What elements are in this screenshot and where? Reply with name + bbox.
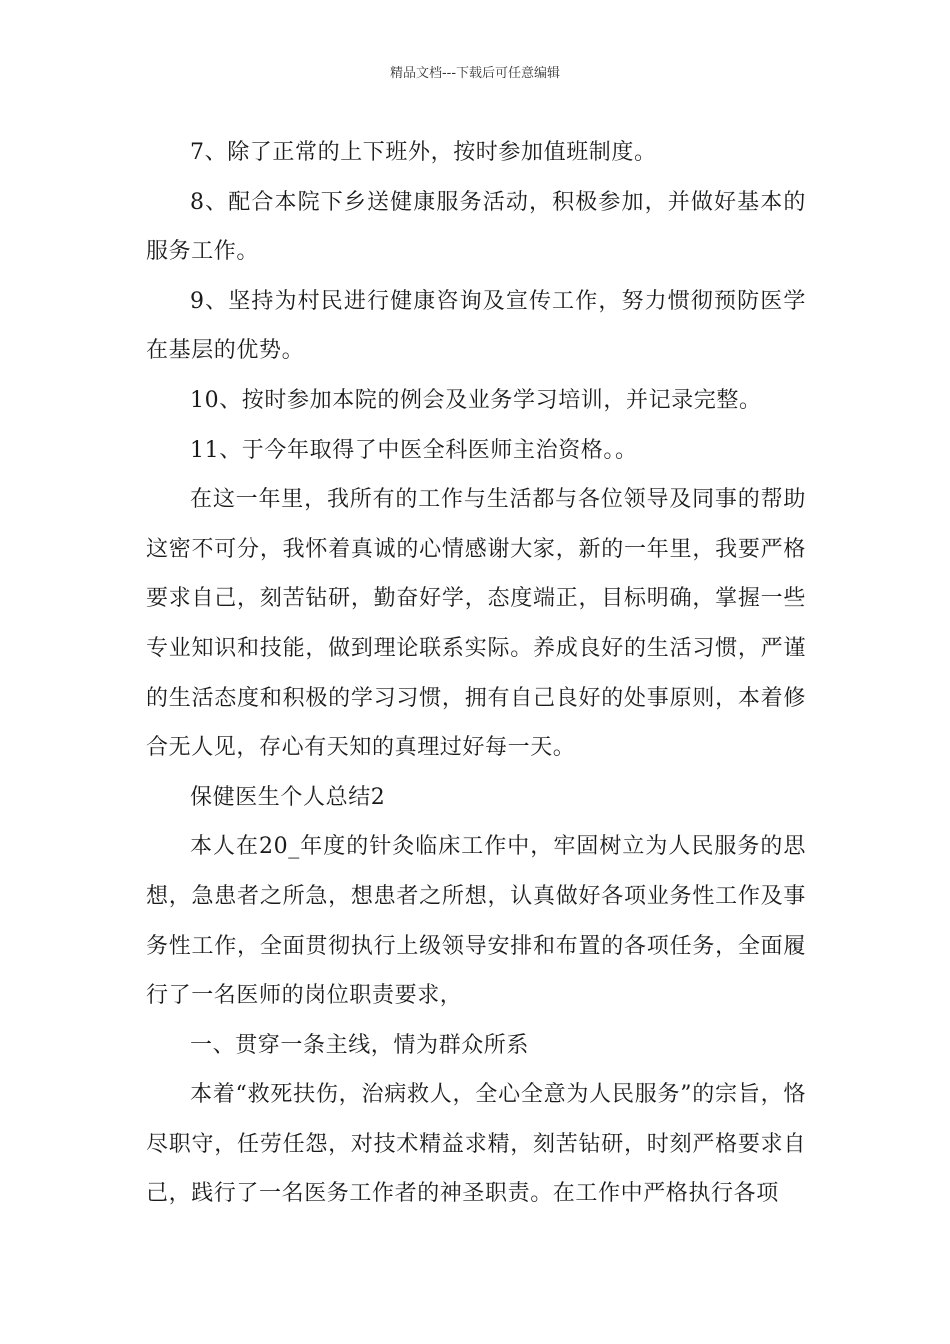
paragraph-intro: 本人在20_年度的针灸临床工作中，牢固树立为人民服务的思想，急患者之所急，想患者之所想，认真做好各项业务性工作及事务性工作，全面贯彻执行上级领导安排和布置的各项任务，全面履行了一名医师的岗位职责要求， xyxy=(146,834,806,1009)
paragraph-item-8: 8、配合本院下乡送健康服务活动，积极参加，并做好基本的服务工作。 xyxy=(146,189,806,265)
paragraph-item-9: 9、坚持为村民进行健康咨询及宣传工作，努力惯彻预防医学在基层的优势。 xyxy=(146,288,806,364)
paragraph-item-11: 11、于今年取得了中医全科医师主治资格。。 xyxy=(190,437,638,463)
paragraph-item-10: 10、按时参加本院的例会及业务学习培训，并记录完整。 xyxy=(190,387,762,413)
document-body xyxy=(146,128,806,1219)
paragraph-item-7: 7、除了正常的上下班外，按时参加值班制度。 xyxy=(190,140,657,165)
paragraph-year-reflection: 在这一年里，我所有的工作与生活都与各位领导及同事的帮助这密不可分，我怀着真诚的心情感谢大家，新的一年里，我要严格要求自己，刻苦钻研，勤奋好学，态度端正，目标明确，掌握一些专业知识和技能，做到理论联系实际。养成良好的生活习惯，严谨的生活态度和积极的学习习惯，拥有自己良好的处事原则，本着修合无人见，存心有天知的真理过好每一天。 xyxy=(146,487,806,761)
section-heading-1: 一、贯穿一条主线，情为群众所系 xyxy=(190,1032,530,1058)
page-header: 精品文档---下载后可任意编辑 xyxy=(389,66,561,81)
section-title: 保健医生个人总结2 xyxy=(190,784,386,810)
paragraph-mission: 本着“救死扶伤，治病救人，全心全意为人民服务”的宗旨，恪尽职守，任劳任怨，对技术精益求精，刻苦钻研，时刻严格要求自己，践行了一名医务工作者的神圣职责。在工作中严格执行各项 xyxy=(146,1082,806,1207)
